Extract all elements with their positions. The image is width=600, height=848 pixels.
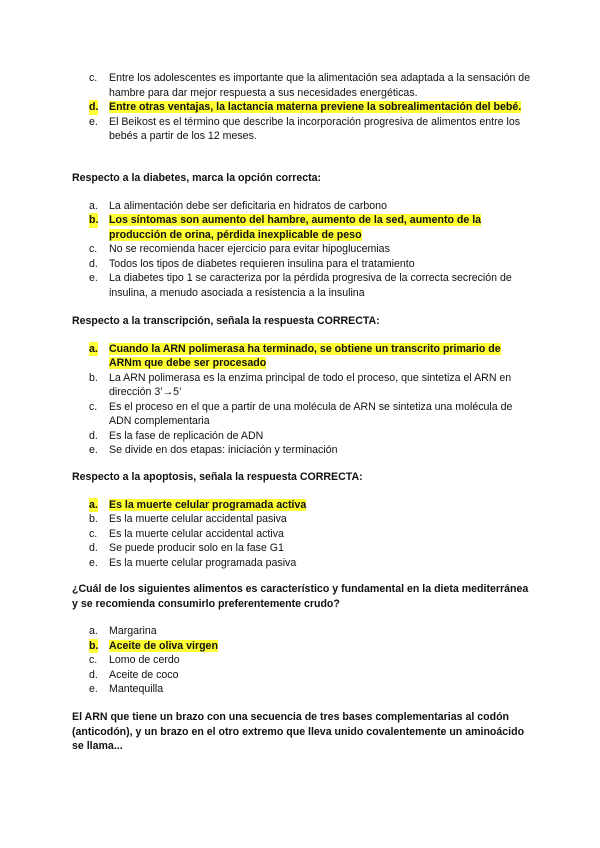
option-letter: d. (89, 429, 98, 442)
option-letter: d. (89, 101, 99, 113)
option-letter: e. (89, 115, 98, 128)
option-letter: c. (89, 72, 98, 84)
answer-option (72, 400, 534, 429)
correct-option-text: Aceite de oliva virgen (109, 639, 218, 652)
question-text: Respecto a la diabetes, marca la opción correcta: (72, 172, 322, 184)
answer-option (72, 213, 534, 242)
question-apoptosis (72, 470, 534, 570)
answer-option (72, 271, 534, 300)
option-letter: b. (89, 371, 98, 384)
answer-option (72, 429, 534, 444)
previous-question-options (72, 71, 534, 144)
question-text: El ARN que tiene un brazo con una secuencia de tres bases complementarias al codón (anticodón), y un brazo en el otro extremo que lleva unido covalentemente un aminoácido se llama... (72, 711, 525, 752)
option-letter: d. (89, 668, 98, 681)
answer-option (72, 443, 534, 458)
question-arn (72, 710, 534, 754)
option-text: Mantequilla (109, 683, 164, 695)
option-letter: c. (89, 243, 98, 255)
question-text: ¿Cuál de los siguientes alimentos es característico y fundamental en la dieta mediterránea y se recomienda consumirlo preferentemente crudo? (72, 583, 529, 610)
option-text: Es la muerte celular programada pasiva (109, 556, 297, 569)
option-letter: d. (89, 542, 98, 554)
answer-option (72, 527, 534, 542)
question-diabetes (72, 171, 534, 300)
option-text: Se puede producir solo en la fase G1 (109, 542, 284, 554)
option-letter: e. (89, 683, 98, 695)
answer-option (72, 541, 534, 556)
option-text: La diabetes tipo 1 se caracteriza por la pérdida progresiva de la correcta secreción de insulina, a menudo asociada a resistencia a la insulina (109, 272, 512, 299)
option-text: Lomo de cerdo (109, 654, 180, 666)
answer-option (72, 257, 534, 272)
option-letter: a. (89, 199, 98, 212)
answer-option (72, 512, 534, 527)
question-text: Respecto a la transcripción, señala la respuesta CORRECTA: (72, 315, 380, 327)
options-list (72, 624, 534, 697)
option-text: La ARN polimerasa es la enzima principal de todo el proceso, que sintetiza el ARN en dirección 3’→5’ (109, 371, 512, 398)
question-text: Respecto a la apoptosis, señala la respuesta CORRECTA: (72, 471, 363, 483)
correct-option-text: Es la muerte celular programada activa (109, 498, 307, 511)
option-text: Es la muerte celular accidental activa (109, 527, 284, 540)
answer-option (72, 371, 534, 400)
option-letter: b. (89, 513, 98, 525)
correct-option-text: Entre otras ventajas, la lactancia materna previene la sobrealimentación del bebé. (109, 101, 522, 113)
option-text: Es el proceso en el que a partir de una molécula de ARN se sintetiza una molécula de ADN complementaria (109, 400, 513, 427)
answer-option (72, 498, 534, 513)
answer-option (72, 682, 534, 697)
answer-option (72, 624, 534, 639)
question-dieta (72, 582, 534, 697)
option-text: No se recomienda hacer ejercicio para evitar hipoglucemias (109, 243, 390, 255)
option-text: Es la muerte celular accidental pasiva (109, 513, 287, 525)
answer-option (72, 199, 534, 214)
answer-option (72, 71, 534, 100)
option-text: Margarina (109, 625, 157, 637)
option-letter: a. (89, 625, 98, 637)
options-list (72, 71, 534, 144)
answer-option (72, 653, 534, 668)
option-letter: c. (89, 527, 98, 540)
answer-option (72, 556, 534, 571)
option-text: El Beikost es el término que describe la incorporación progresiva de alimentos entre los bebés a partir de los 12 meses. (109, 115, 521, 142)
option-text: Entre los adolescentes es importante que la alimentación sea adaptada a la sensación de hambre para dar mejor respuesta a sus necesidades energéticas. (109, 72, 531, 99)
question-transcripcion (72, 314, 534, 458)
option-letter: e. (89, 272, 98, 284)
option-letter: c. (89, 654, 98, 666)
option-letter: d. (89, 257, 98, 270)
option-letter: b. (89, 639, 99, 652)
option-text: Se divide en dos etapas: iniciación y terminación (109, 444, 338, 456)
option-text: Aceite de coco (109, 668, 179, 681)
option-text: Todos los tipos de diabetes requieren insulina para el tratamiento (109, 257, 415, 270)
option-letter: a. (89, 498, 98, 511)
option-letter: b. (89, 214, 99, 226)
option-letter: a. (89, 342, 98, 355)
options-list (72, 342, 534, 458)
answer-option (72, 342, 534, 371)
answer-option (72, 242, 534, 257)
correct-option-text: Los síntomas son aumento del hambre, aumento de la sed, aumento de la producción de orina, pérdida inexplicable de peso (109, 214, 482, 241)
answer-option (72, 100, 534, 115)
correct-option-text: Cuando la ARN polimerasa ha terminado, se obtiene un transcrito primario de ARNm que debe ser procesado (109, 342, 501, 369)
option-text: La alimentación debe ser deficitaria en hidratos de carbono (109, 199, 387, 212)
answer-option (72, 668, 534, 683)
option-letter: e. (89, 556, 98, 569)
option-letter: e. (89, 444, 98, 456)
answer-option (72, 639, 534, 654)
options-list (72, 498, 534, 571)
option-text: Es la fase de replicación de ADN (109, 429, 264, 442)
answer-option (72, 115, 534, 144)
options-list (72, 199, 534, 301)
option-letter: c. (89, 400, 98, 413)
